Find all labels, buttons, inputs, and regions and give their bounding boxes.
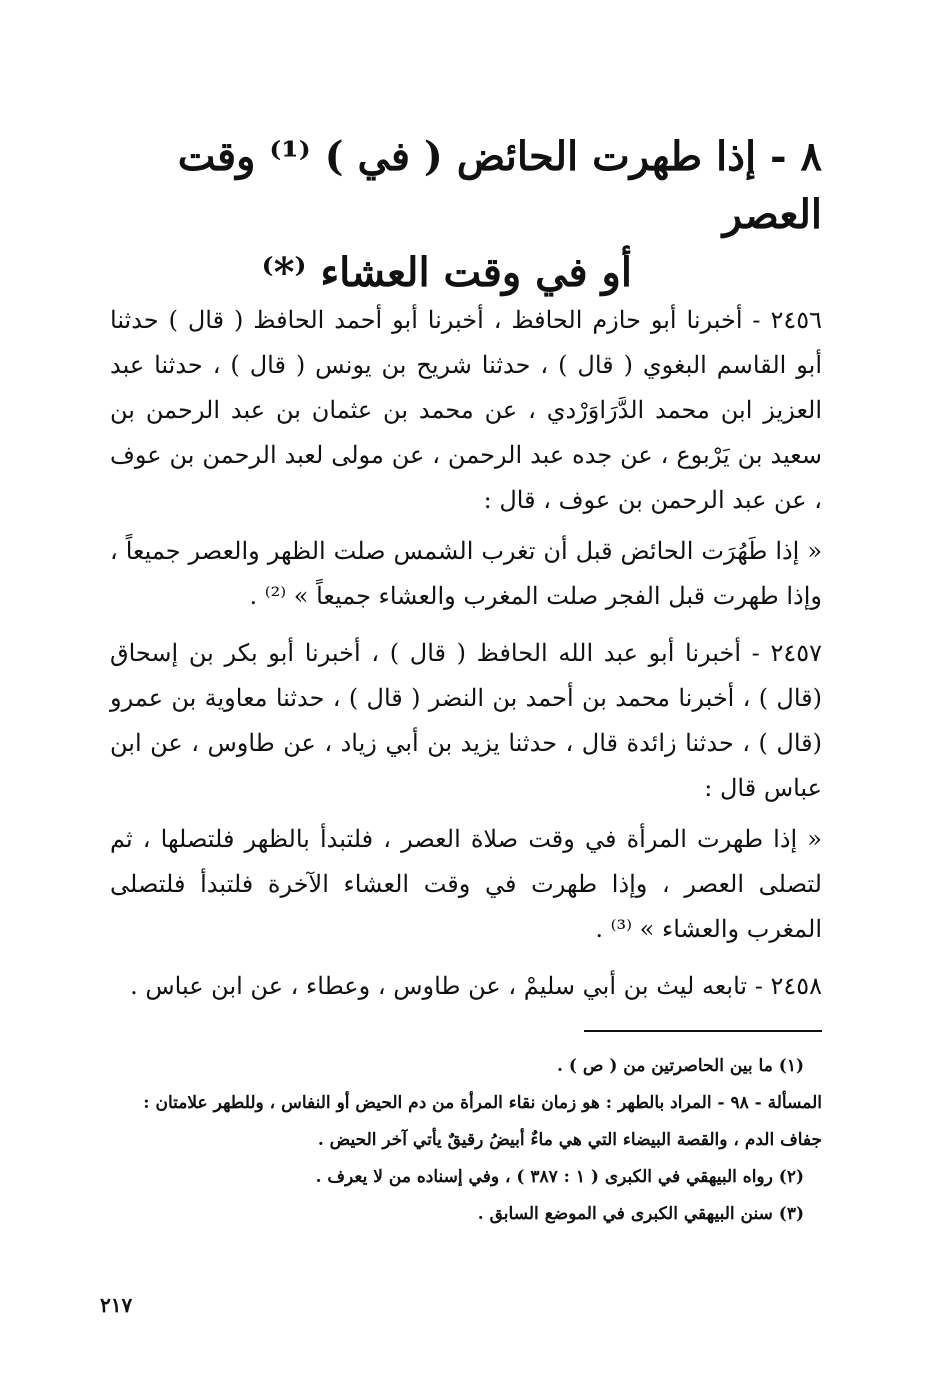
- footnote-3: (٣) سنن البيهقي الكبرى في الموضع السابق .: [477, 1204, 804, 1224]
- footnotes: [110, 1048, 822, 1233]
- chapter-title: [110, 128, 822, 302]
- footnote-divider: [584, 1030, 822, 1032]
- page-number: ٢١٧: [100, 1293, 133, 1317]
- footnote-1: (١) ما بين الحاصرتين من ( ص ) .: [557, 1056, 804, 1076]
- chapter-title-line-1: ٨ - إذا طهرت الحائض ( في ) ⁽¹⁾ وقت العصر: [177, 133, 822, 238]
- hadith-2457-text: « إذا طهرت المرأة في وقت صلاة العصر ، فلتبدأ بالظهر فلتصلها ، ثم لتصلى العصر ، وإذا طهرت في وقت العشاء الآخرة فلتبدأ فلتصلى المغرب والعشاء » ⁽³⁾ .: [110, 825, 822, 943]
- hadith-2457-chain: ٢٤٥٧ - أخبرنا أبو عبد الله الحافظ ( قال ) ، أخبرنا أبو بكر بن إسحاق (قال ) ، أخبرنا محمد بن أحمد بن النضر ( قال ) ، حدثنا معاوية بن عمرو (قال ) ، حدثنا زائدة قال ، حدثنا يزيد بن أبي زياد ، عن طاوس ، عن ابن عباس قال :: [110, 639, 822, 802]
- footnote-issue-98: المسألة - ٩٨ - المراد بالطهر : هو زمان نقاء المرأة من دم الحيض أو النفاس ، وللطهر علامتان : جفاف الدم ، والقصة البيضاء التي هي ماءٌ أبيضُ رقيقٌ يأتي آخر الحيض .: [143, 1093, 822, 1150]
- chapter-title-line-2: أو في وقت العشاء ⁽*⁾: [261, 249, 632, 296]
- hadith-2456-chain: ٢٤٥٦ - أخبرنا أبو حازم الحافظ ، أخبرنا أبو أحمد الحافظ ( قال ) حدثنا أبو القاسم البغوي ( قال ) ، حدثنا شريح بن يونس ( قال ) ، حدثنا عبد العزيز ابن محمد الدَّرَاوَرْدي ، عن محمد بن عثمان بن عبد الرحمن بن سعيد بن يَرْبوع ، عن جده عبد الرحمن ، عن مولى لعبد الرحمن بن عوف ، عن عبد الرحمن بن عوف ، قال :: [110, 306, 822, 514]
- hadith-2458: ٢٤٥٨ - تابعه ليث بن أبي سليمْ ، عن طاوس ، وعطاء ، عن ابن عباس .: [130, 972, 822, 1000]
- footnote-2: (٢) رواه البيهقي في الكبرى ( ١ : ٣٨٧ ) ، وفي إسناده من لا يعرف .: [315, 1167, 804, 1187]
- main-text: [110, 298, 822, 1015]
- hadith-2456-text: « إذا طَهُرَت الحائض قبل أن تغرب الشمس صلت الظهر والعصر جميعاً ، وإذا طهرت قبل الفجر صلت المغرب والعشاء جميعاً » ⁽²⁾ .: [110, 537, 822, 610]
